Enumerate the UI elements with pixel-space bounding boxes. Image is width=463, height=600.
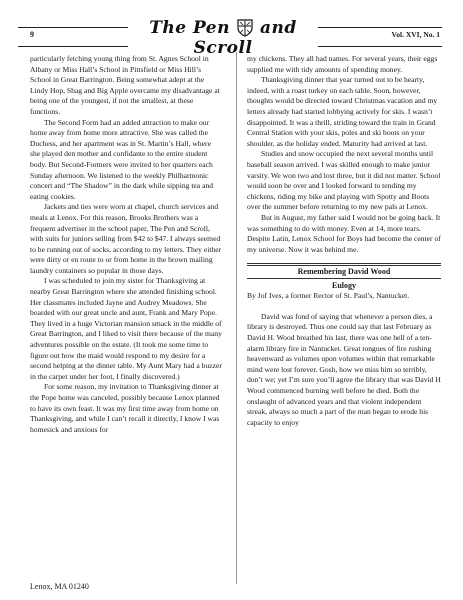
volume-number: Vol. XVI, No. 1 [391, 30, 440, 39]
masthead [18, 18, 442, 58]
right-column [247, 54, 441, 428]
memorial-heading: Remembering David Wood [247, 263, 441, 279]
column-divider [236, 52, 237, 584]
left-column-paragraph: The Second Form had an added attraction to make our home away from home more attractive. She was called the Duchess, and her apartment was in St. Martin’s Hall, where she played den mother and confidante to the entire student body. But Second-Formers were invited to her quarters each Sunday afternoon. We listened to the weekly Philharmonic concert and “The Shadow” in the dark while sipping tea and eating cookies. [30, 117, 214, 201]
page-number: 9 [30, 30, 34, 39]
right-column-article [247, 54, 441, 255]
memorial-subheading: Eulogy [331, 281, 356, 291]
title-right: and Scroll [193, 18, 297, 58]
crest-shield-icon [237, 19, 253, 37]
right-column-paragraph: Studies and snow occupied the next several months until baseball season arrived. I was skilled enough to make junior varsity. We won two and lost three, but it did not matter. School would soon be over and I looked forward to tending my chickens, riding my bike and playing with Spotty and Boots over the summer before returning to my new pals at Lenox. [247, 149, 441, 212]
right-column-paragraph: my chickens. They all had names. For several years, their eggs supplied me with tidy amounts of spending money. [247, 54, 438, 74]
memorial-body [247, 312, 441, 429]
left-column-paragraph: particularly fetching young thing from St. Agnes School in Albany or Miss Hall’s School in Pittsfield or Miss Hill’s School in Great Barrington. Being somewhat adept at the Lindy Hop, Shag and Big Apple overcame my disadvantage at being one of the youngest, if not the smallest, at these functions. [30, 54, 220, 116]
memorial-paragraph: David was fond of saying that whenever a person dies, a library is destroyed. Thus one could say that last February as David H. Wood breathed his last, there was one hell of a ten-alarm library fire in Nantucket. Great tongues of fire rushing heavenward as volumes upon volumes within that remarkable mind were lost forever. Gosh, how we miss him so terribly, don’t we; yet I’m sure you’ll agree the library that was David H Wood commenced burning well before he died. Both the onslaught of advanced years and that violent independent streak, always so much a part of the man began to erode his capacity to enjoy [247, 311, 441, 427]
left-column-paragraph: Jackets and ties were worn at chapel, church services and meals at Lenox. For this reason, Brooks Brothers was a frequent advertiser in the school paper, The Pen and Scroll, with suits for juniors selling from $42 to $47. I always seemed to be running out of socks, according to my letters. They either were dirty or en route to or from home in the brown mailing laundry containers so popular in those days. [30, 202, 222, 275]
right-column-paragraph: Thanksgiving dinner that year turned out to be hearty, indeed, with a roast turkey on each table. Soon, however, thoughts would be directed toward Christmas vacation and my letters already had started lobbying actively for skis. I wasn’t disappointed. It was a thrill, striding toward the train in Grand Central Station with your skis, poles and ski boots on your shoulder, as the holiday ended. Maturity had arrived at last. [247, 75, 438, 148]
newsletter-title [128, 18, 318, 58]
footer-location: Lenox, MA 01240 [30, 582, 89, 591]
left-column-paragraph: I was scheduled to join my sister for Thanksgiving at nearby Great Barrington where she attended finishing school. Her classmates included Jayne and Audrey Meadows. She boarded with our great uncle and aunt, Frank and Mary Pope. They lived in a huge Victorian mansion smack in the middle of Great Barrington, and I liked to visit there because of the many adventures possible on the estate. (It took me some time to figure out how the maid would respond to my desire for a second helping at the dinner table. My Aunt Mary had a buzzer in the carpet under her foot, I finally discovered.) [30, 276, 222, 381]
left-column [30, 54, 222, 435]
left-column-paragraph: For some reason, my invitation to Thanksgiving dinner at the Pope home was canceled, possibly because Lenox planned to have its own feast. It was my first time away from home on Thanksgiving, and while I can’t recall it directly, I know I was homesick and anxious for [30, 382, 220, 434]
right-column-paragraph: But in August, my father said I would not be going back. It was something to do with money. Even at 14, more tears. Despite Latin, Lenox School for Boys had become the center of my universe. Now it was behind me. [247, 212, 441, 254]
title-left: The Pen [149, 18, 230, 38]
memorial-byline: By Jof Ives, a former Rector of St. Paul’s, Nantucket. [247, 291, 410, 301]
